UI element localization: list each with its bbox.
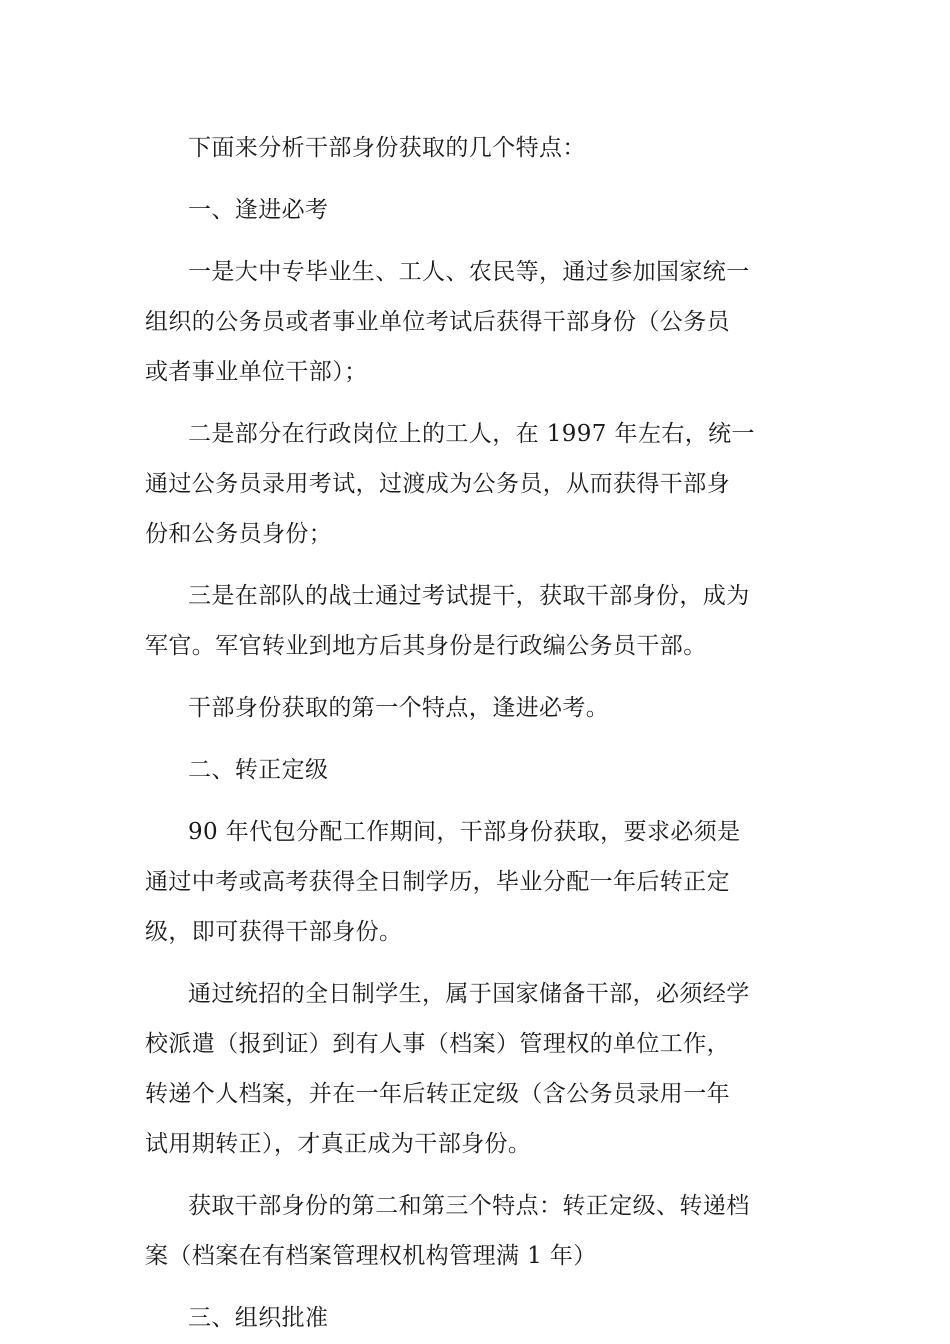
text-line: 或者事业单位干部）； (145, 359, 368, 385)
text-line: 二、转正定级 (188, 757, 329, 783)
text-line: 通过统招的全日制学生，属于国家储备干部，必须经学 (188, 981, 750, 1007)
text-line: 90 年代包分配工作期间，干部身份获取，要求必须是 (188, 819, 741, 845)
paragraph-point-1 (145, 247, 809, 397)
heading-section-2 (145, 745, 809, 795)
text-line: 三是在部队的战士通过考试提干，获取干部身份，成为 (188, 583, 750, 609)
text-line: 军官。军官转业到地方后其身份是行政编公务员干部。 (145, 633, 707, 659)
heading-section-1 (145, 185, 809, 235)
paragraph-summary-2 (145, 1181, 809, 1281)
paragraph-students (145, 969, 809, 1169)
text-line: 二是部分在行政岗位上的工人，在 1997 年左右，统一 (188, 421, 755, 447)
paragraph-90s (145, 807, 809, 957)
text-line: 获取干部身份的第二和第三个特点：转正定级、转递档 (188, 1193, 750, 1219)
text-line: 下面来分析干部身份获取的几个特点： (188, 135, 586, 161)
text-line: 通过公务员录用考试，过渡成为公务员，从而获得干部身 (145, 471, 730, 497)
text-line: 组织的公务员或者事业单位考试后获得干部身份（公务员 (145, 309, 730, 335)
text-line: 试用期转正），才真正成为干部身份。 (145, 1131, 532, 1157)
text-line: 案（档案在有档案管理权机构管理满 1 年） (145, 1243, 597, 1269)
paragraph-point-2 (145, 409, 809, 559)
text-line: 校派遣（报到证）到有人事（档案）管理权的单位工作， (145, 1031, 730, 1057)
text-line: 通过中考或高考获得全日制学历，毕业分配一年后转正定 (145, 869, 730, 895)
text-line: 转递个人档案，并在一年后转正定级（含公务员录用一年 (145, 1081, 730, 1107)
text-line: 级，即可获得干部身份。 (145, 919, 403, 945)
text-line: 一、逢进必考 (188, 197, 329, 223)
text-line: 份和公务员身份； (145, 521, 333, 547)
paragraph-point-3 (145, 571, 809, 671)
text-line: 干部身份获取的第一个特点，逢进必考。 (188, 695, 610, 721)
paragraph-intro (145, 123, 809, 173)
document-body (145, 123, 809, 1343)
paragraph-summary-1 (145, 683, 809, 733)
text-line: 三、组织批准 (188, 1305, 329, 1331)
text-line: 一是大中专毕业生、工人、农民等，通过参加国家统一 (188, 259, 750, 285)
heading-section-3 (145, 1293, 809, 1343)
